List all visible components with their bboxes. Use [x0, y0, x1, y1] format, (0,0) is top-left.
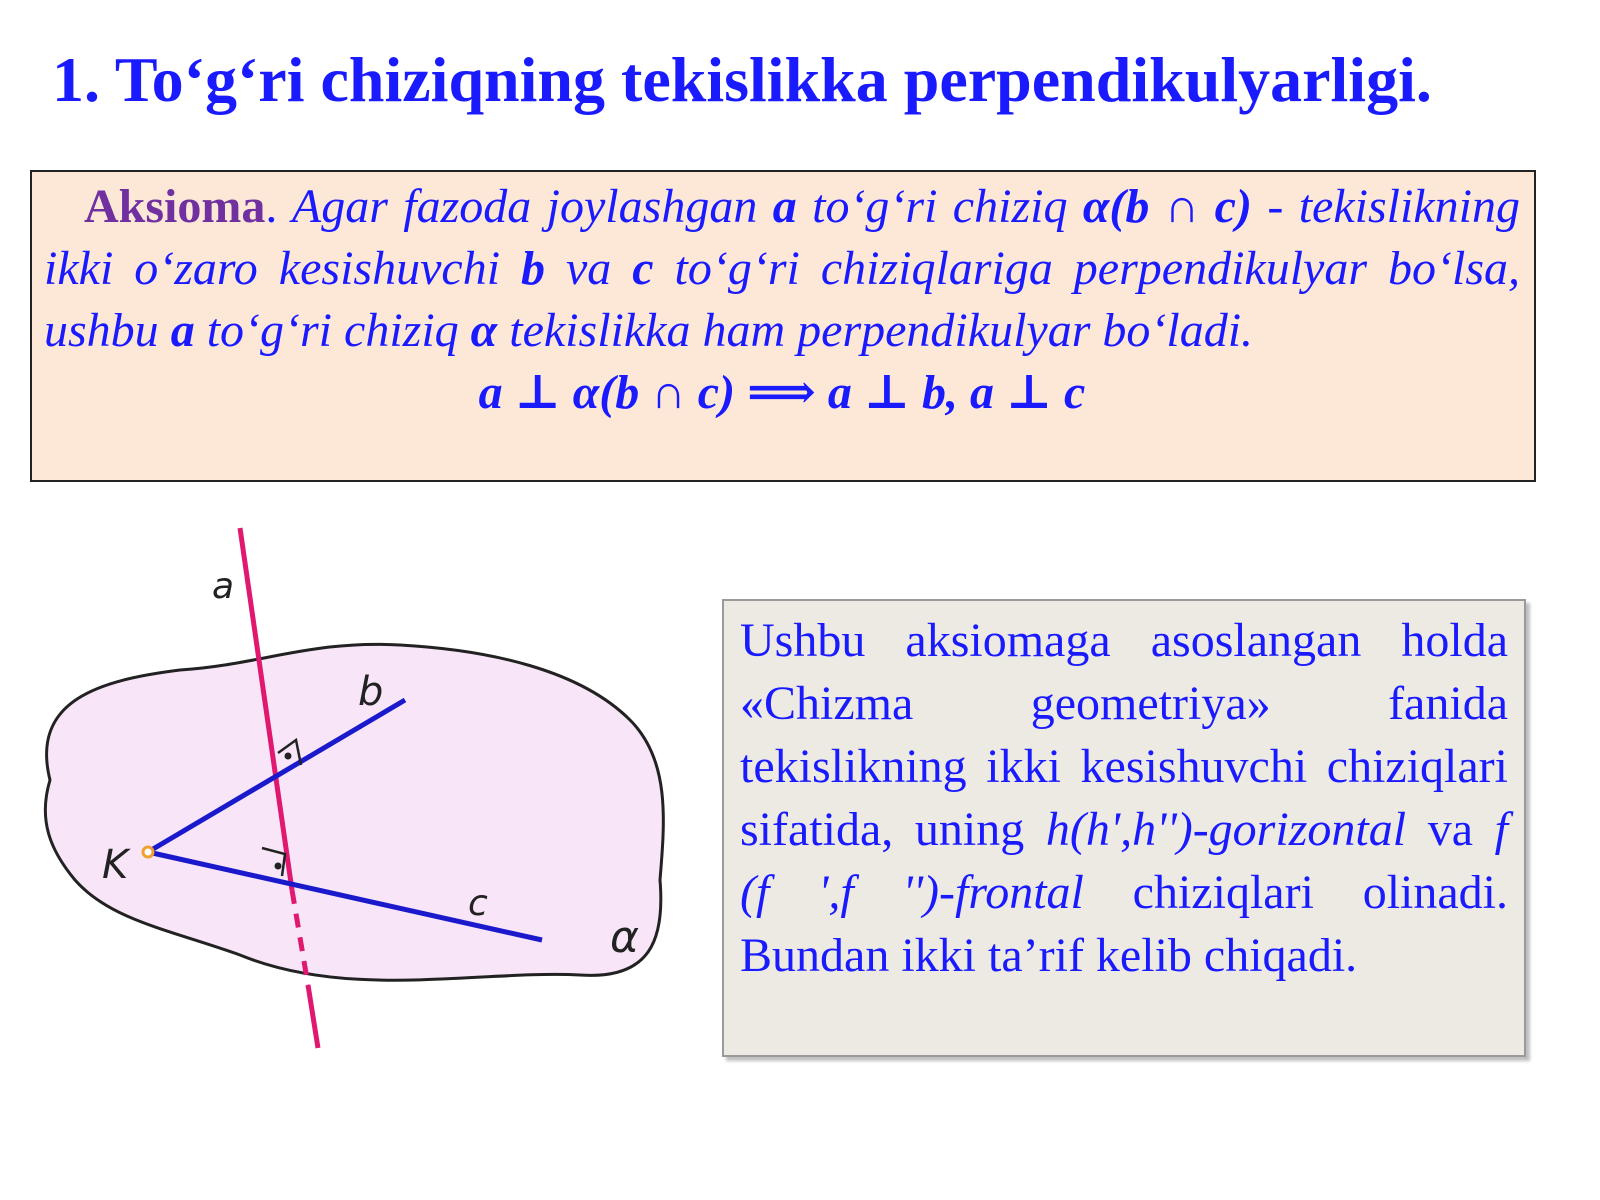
note-text-3: chiziqlari olinadi. Bundan ikki ta’rif kelib chiqadi. [740, 866, 1508, 982]
axiom-var-alpha: α [470, 304, 498, 357]
axiom-formula: a ⊥ α(b ∩ c) ⟹ a ⊥ b, a ⊥ c [478, 366, 1086, 419]
label-k: K [102, 842, 129, 888]
axiom-text-4: va [545, 242, 633, 295]
slide-title: 1. To‘g‘ri chiziqning tekislikka perpendikulyarligi. [52, 44, 1432, 115]
note-text-2: va [1406, 803, 1495, 856]
label-a: a [212, 566, 235, 607]
right-angle-dot-b [285, 753, 292, 760]
axiom-label: Aksioma [84, 180, 266, 233]
axiom-text-5: to‘g‘ri chiziqlariga perpendikulyar bo‘lsa, ushbu [44, 242, 1521, 357]
point-k [143, 847, 153, 857]
perpendicular-diagram [20, 520, 700, 1060]
label-b: b [358, 669, 384, 715]
axiom-text-2: to‘g‘ri chiziq [796, 180, 1083, 233]
axiom-expr-plane: α(b ∩ c) [1082, 180, 1252, 233]
note-italic-horizontal: h(h',h'')-gorizontal [1045, 803, 1407, 856]
axiom-text [44, 176, 1520, 362]
note-text-1: Ushbu aksiomaga asoslangan holda «Chizma geometriya» fanida tekislikning ikki kesishuvchi chiziqlari sifatida, uning [740, 614, 1508, 856]
label-c: c [468, 883, 488, 924]
axiom-label-punct: . [265, 180, 278, 233]
note-box [722, 599, 1526, 1057]
right-angle-dot-c [275, 863, 282, 870]
line-a-lower [308, 985, 318, 1048]
axiom-text-1: Agar fazoda joylashgan [277, 180, 773, 233]
axiom-text-3: - tekislikning ikki o‘zaro kesishuvchi [44, 180, 1520, 295]
axiom-var-a2: a [170, 304, 195, 357]
axiom-text-6: to‘g‘ri chiziq [194, 304, 471, 357]
axiom-text-7: tekislikka ham perpendikulyar bo‘ladi. [497, 304, 1254, 357]
label-alpha: α [610, 912, 640, 963]
note-italic-frontal: f (f ',f '')-frontal [740, 803, 1508, 919]
axiom-box [30, 170, 1536, 482]
axiom-var-a1: a [772, 180, 797, 233]
plane-alpha-shape [45, 644, 663, 980]
axiom-var-c: c [632, 242, 654, 295]
axiom-var-b: b [521, 242, 545, 295]
